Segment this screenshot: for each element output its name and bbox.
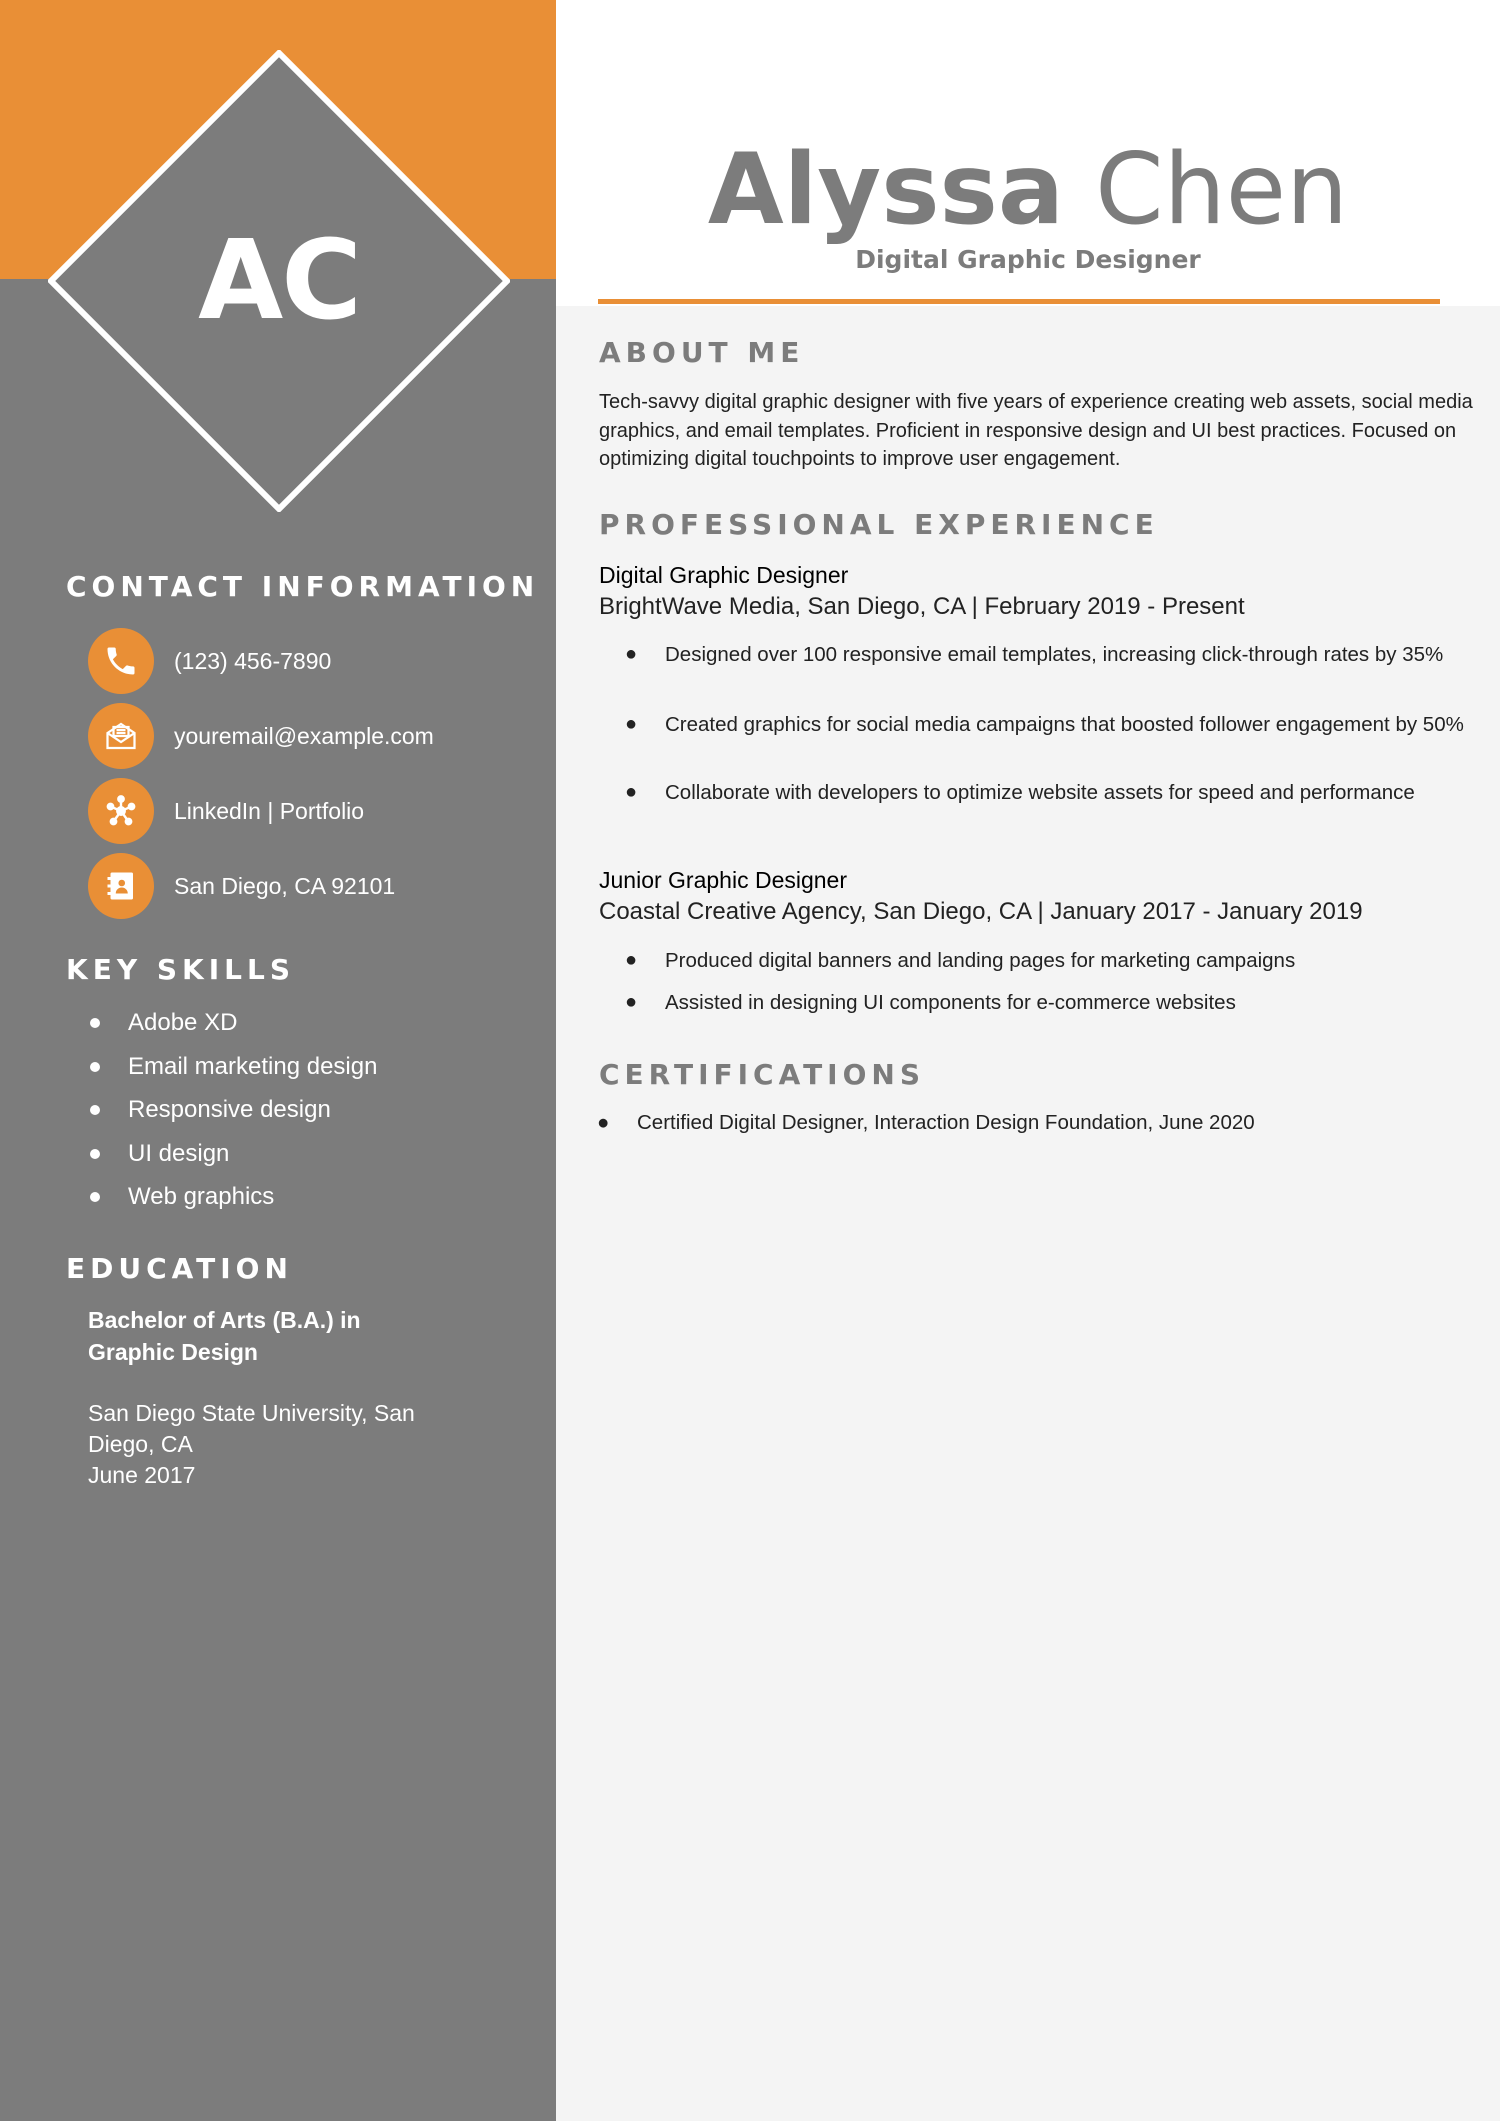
job-bullet: ● Produced digital banners and landing pages for marketing campaigns bbox=[625, 949, 1296, 972]
contact-email bbox=[88, 703, 434, 769]
address-book-icon bbox=[88, 853, 154, 919]
job-title: Digital Graphic Designer bbox=[855, 245, 1201, 274]
contact-email-text: youremail@example.com bbox=[174, 722, 434, 749]
contact-links-text: LinkedIn | Portfolio bbox=[174, 797, 365, 824]
skill-item: Web graphics bbox=[88, 1183, 274, 1211]
job-company: Coastal Creative Agency, San Diego, CA | January 2017 - January 2019 bbox=[599, 898, 1363, 925]
certification-item: ● Certified Digital Designer, Interaction Design Foundation, June 2020 bbox=[597, 1111, 1255, 1134]
header-divider bbox=[598, 299, 1440, 304]
education-date: June 2017 bbox=[88, 1462, 196, 1488]
job-company: BrightWave Media, San Diego, CA | February 2019 - Present bbox=[599, 593, 1245, 620]
skill-item: Responsive design bbox=[88, 1096, 331, 1124]
network-icon bbox=[88, 778, 154, 844]
education-degree: Bachelor of Arts (B.A.) in Graphic Design bbox=[88, 1307, 361, 1365]
certifications-heading: CERTIFICATIONS bbox=[599, 1058, 926, 1091]
about-text: Tech-savvy digital graphic designer with five years of experience creating web assets, social media graphics, and email templates. Proficient in responsive design and UI best practices. Focused on optimizing digital touchpoints to improve user engagement. bbox=[599, 391, 1473, 470]
job-role: Digital Graphic Designer bbox=[599, 562, 849, 588]
skill-item: UI design bbox=[88, 1140, 229, 1168]
experience-heading: PROFESSIONAL EXPERIENCE bbox=[599, 508, 1159, 541]
job-bullet: ● Collaborate with developers to optimize website assets for speed and performance bbox=[625, 781, 1415, 804]
phone-icon bbox=[88, 628, 154, 694]
education-heading: EDUCATION bbox=[66, 1252, 293, 1285]
contact-address-text: San Diego, CA 92101 bbox=[174, 872, 396, 899]
skills-heading: KEY SKILLS bbox=[66, 953, 295, 986]
last-name: Chen bbox=[1095, 133, 1349, 247]
skill-item: Email marketing design bbox=[88, 1053, 377, 1081]
job-bullet: ● Created graphics for social media campaigns that boosted follower engagement by 50% bbox=[625, 713, 1464, 736]
education-school: San Diego State University, San Diego, CA June 2017 bbox=[88, 1398, 478, 1491]
about-heading: ABOUT ME bbox=[599, 336, 805, 369]
first-name: Alyssa bbox=[707, 133, 1064, 247]
skill-item: Adobe XD bbox=[88, 1009, 237, 1037]
job-bullet: ● Assisted in designing UI components for e-commerce websites bbox=[625, 991, 1236, 1014]
job-role: Junior Graphic Designer bbox=[599, 867, 848, 893]
contact-heading: CONTACT INFORMATION bbox=[66, 570, 540, 603]
contact-phone bbox=[88, 628, 331, 694]
candidate-name bbox=[556, 130, 1500, 250]
contact-address bbox=[88, 853, 395, 919]
job-bullet: ● Designed over 100 responsive email templates, increasing click-through rates by 35% bbox=[625, 643, 1444, 666]
monogram: AC bbox=[198, 216, 360, 344]
envelope-icon bbox=[88, 703, 154, 769]
contact-links bbox=[88, 778, 364, 844]
contact-phone-text: (123) 456-7890 bbox=[174, 647, 332, 674]
